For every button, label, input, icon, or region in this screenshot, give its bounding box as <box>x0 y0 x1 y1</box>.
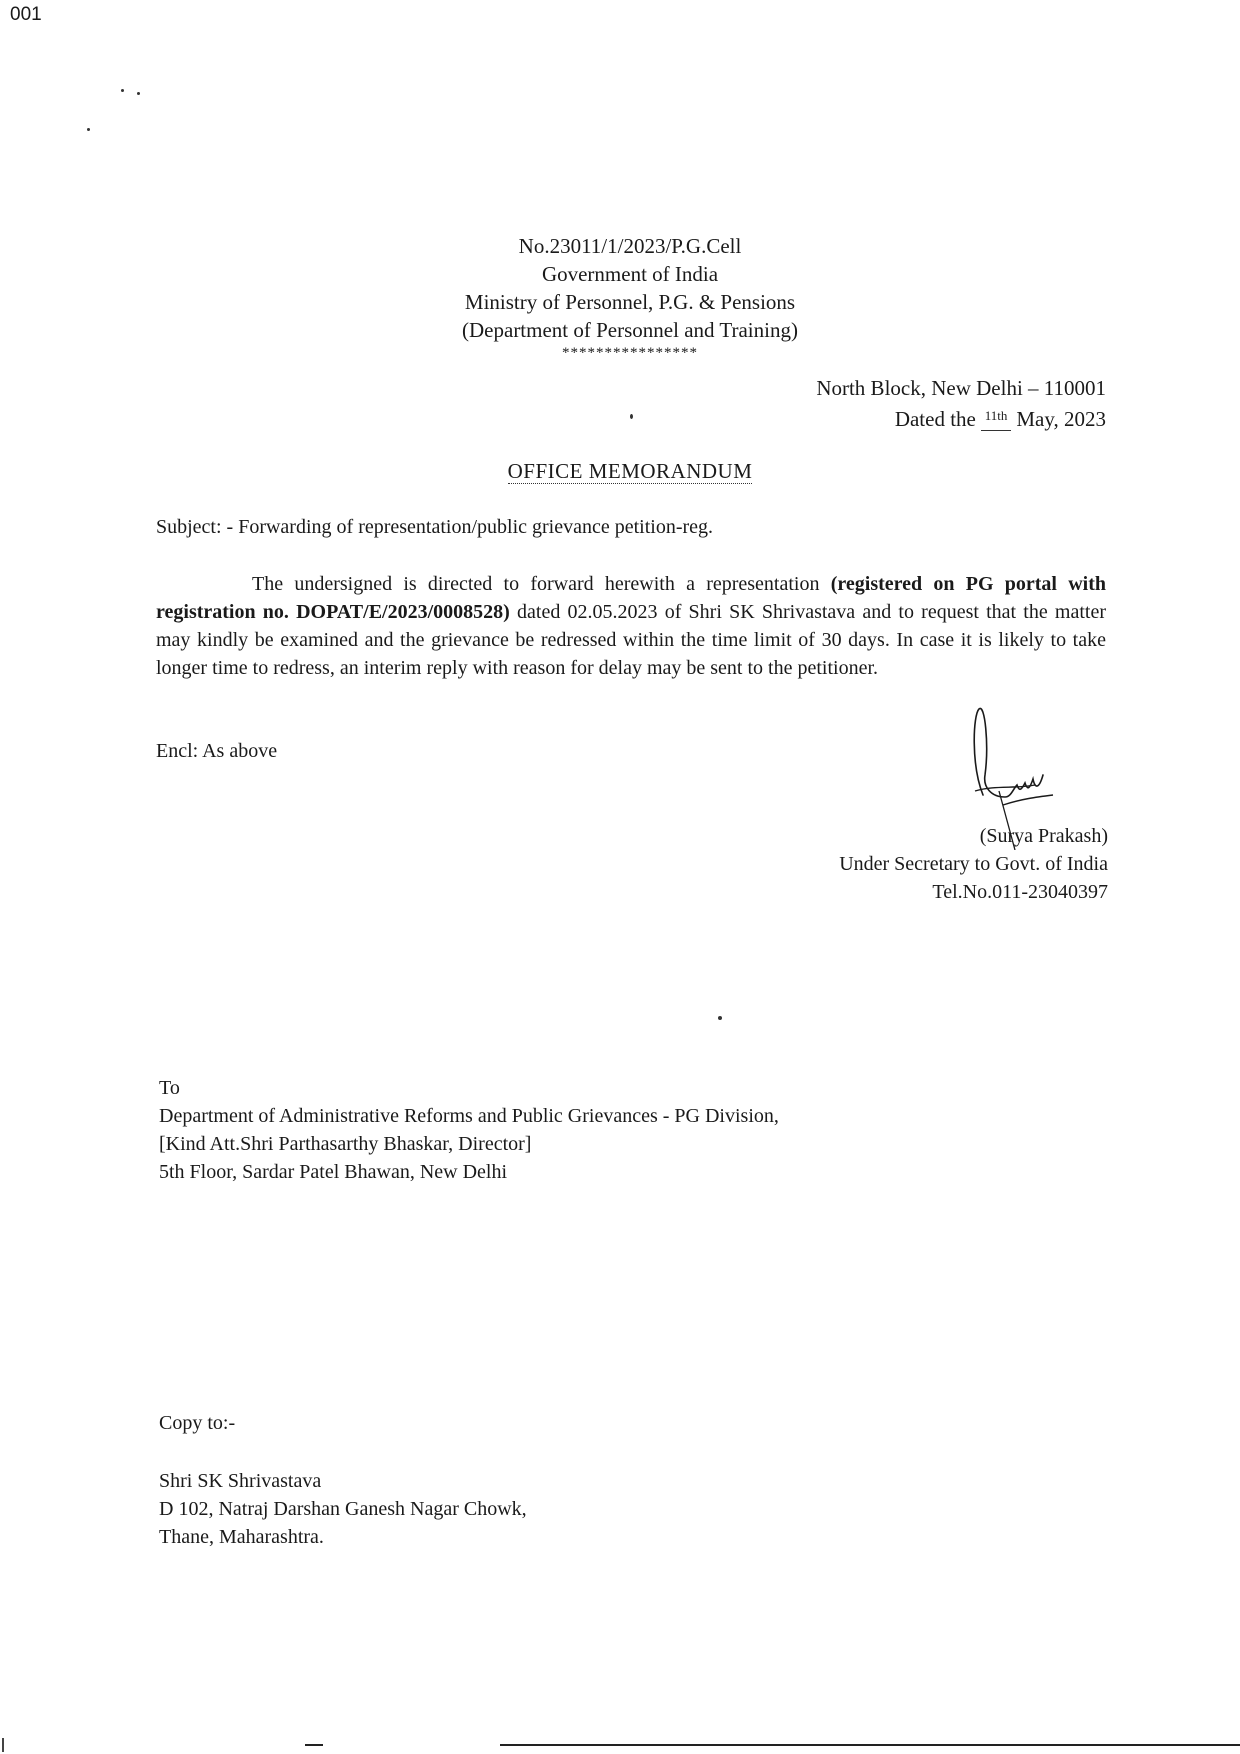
date-day-handwritten: 11th <box>981 402 1011 431</box>
body-text-1: The undersigned is directed to forward herewith a representation <box>252 573 831 595</box>
memo-title-text: OFFICE MEMORANDUM <box>507 459 753 483</box>
scan-speck <box>630 414 633 419</box>
department-line: (Department of Personnel and Training) <box>462 318 798 342</box>
scan-edge-mark <box>2 1738 4 1752</box>
recipient-line-1: Department of Administrative Reforms and Public Grievances - PG Division, <box>159 1105 779 1127</box>
signatory-designation: Under Secretary to Govt. of India <box>839 853 1108 875</box>
recipient-line-2: [Kind Att.Shri Parthasarthy Bhaskar, Director] <box>159 1133 532 1155</box>
government-line: Government of India <box>541 262 719 286</box>
memo-date <box>666 402 1106 433</box>
file-number: No.23011/1/2023/P.G.Cell <box>518 234 742 258</box>
signatory-name: (Surya Prakash) <box>979 825 1108 847</box>
memo-body <box>156 570 1106 682</box>
copy-line-2: D 102, Natraj Darshan Ganesh Nagar Chowk, <box>159 1498 527 1520</box>
recipient-block <box>159 1074 779 1186</box>
scan-speck <box>718 1016 722 1020</box>
body-registration: (registered on PG portal with registration no. DOPAT/E/2023/0008528) <box>156 573 1107 623</box>
scan-speck <box>121 89 124 92</box>
to-label: To <box>159 1077 180 1099</box>
memo-title <box>380 459 880 484</box>
header-separator: **************** <box>562 345 698 361</box>
copy-to-label: Copy to:- <box>159 1412 236 1434</box>
copy-line-1: Shri SK Shrivastava <box>159 1470 322 1492</box>
subject-line: Subject: - Forwarding of representation/public grievance petition-reg. <box>156 516 714 538</box>
date-prefix: Dated the <box>894 407 976 431</box>
scan-speck <box>137 92 140 95</box>
recipient-line-3: 5th Floor, Sardar Patel Bhawan, New Delhi <box>159 1161 508 1183</box>
body-text-2: dated 02.05.2023 of Shri SK Shrivastava and to request that the matter may kindly be examined and the grievance be redressed within the time limit of 30 days. In case it is likely to take longer time to redress, an interim reply with reason for delay may be sent to the petitioner. <box>156 601 1107 679</box>
letterhead <box>380 232 880 362</box>
ministry-line: Ministry of Personnel, P.G. & Pensions <box>464 290 796 314</box>
signatory-phone: Tel.No.011-23040397 <box>932 881 1108 903</box>
signatory-block <box>628 822 1108 906</box>
page-number: 001 <box>10 4 42 25</box>
office-location: North Block, New Delhi – 110001 <box>816 376 1106 400</box>
copy-to-block <box>159 1467 527 1551</box>
scan-bottom-rule <box>305 1744 323 1746</box>
scan-bottom-rule <box>500 1744 1240 1746</box>
address-block <box>666 374 1106 433</box>
enclosure-note: Encl: As above <box>156 740 278 762</box>
copy-line-3: Thane, Maharashtra. <box>159 1526 324 1548</box>
scan-speck <box>87 128 90 131</box>
date-suffix: May, 2023 <box>1016 407 1106 431</box>
